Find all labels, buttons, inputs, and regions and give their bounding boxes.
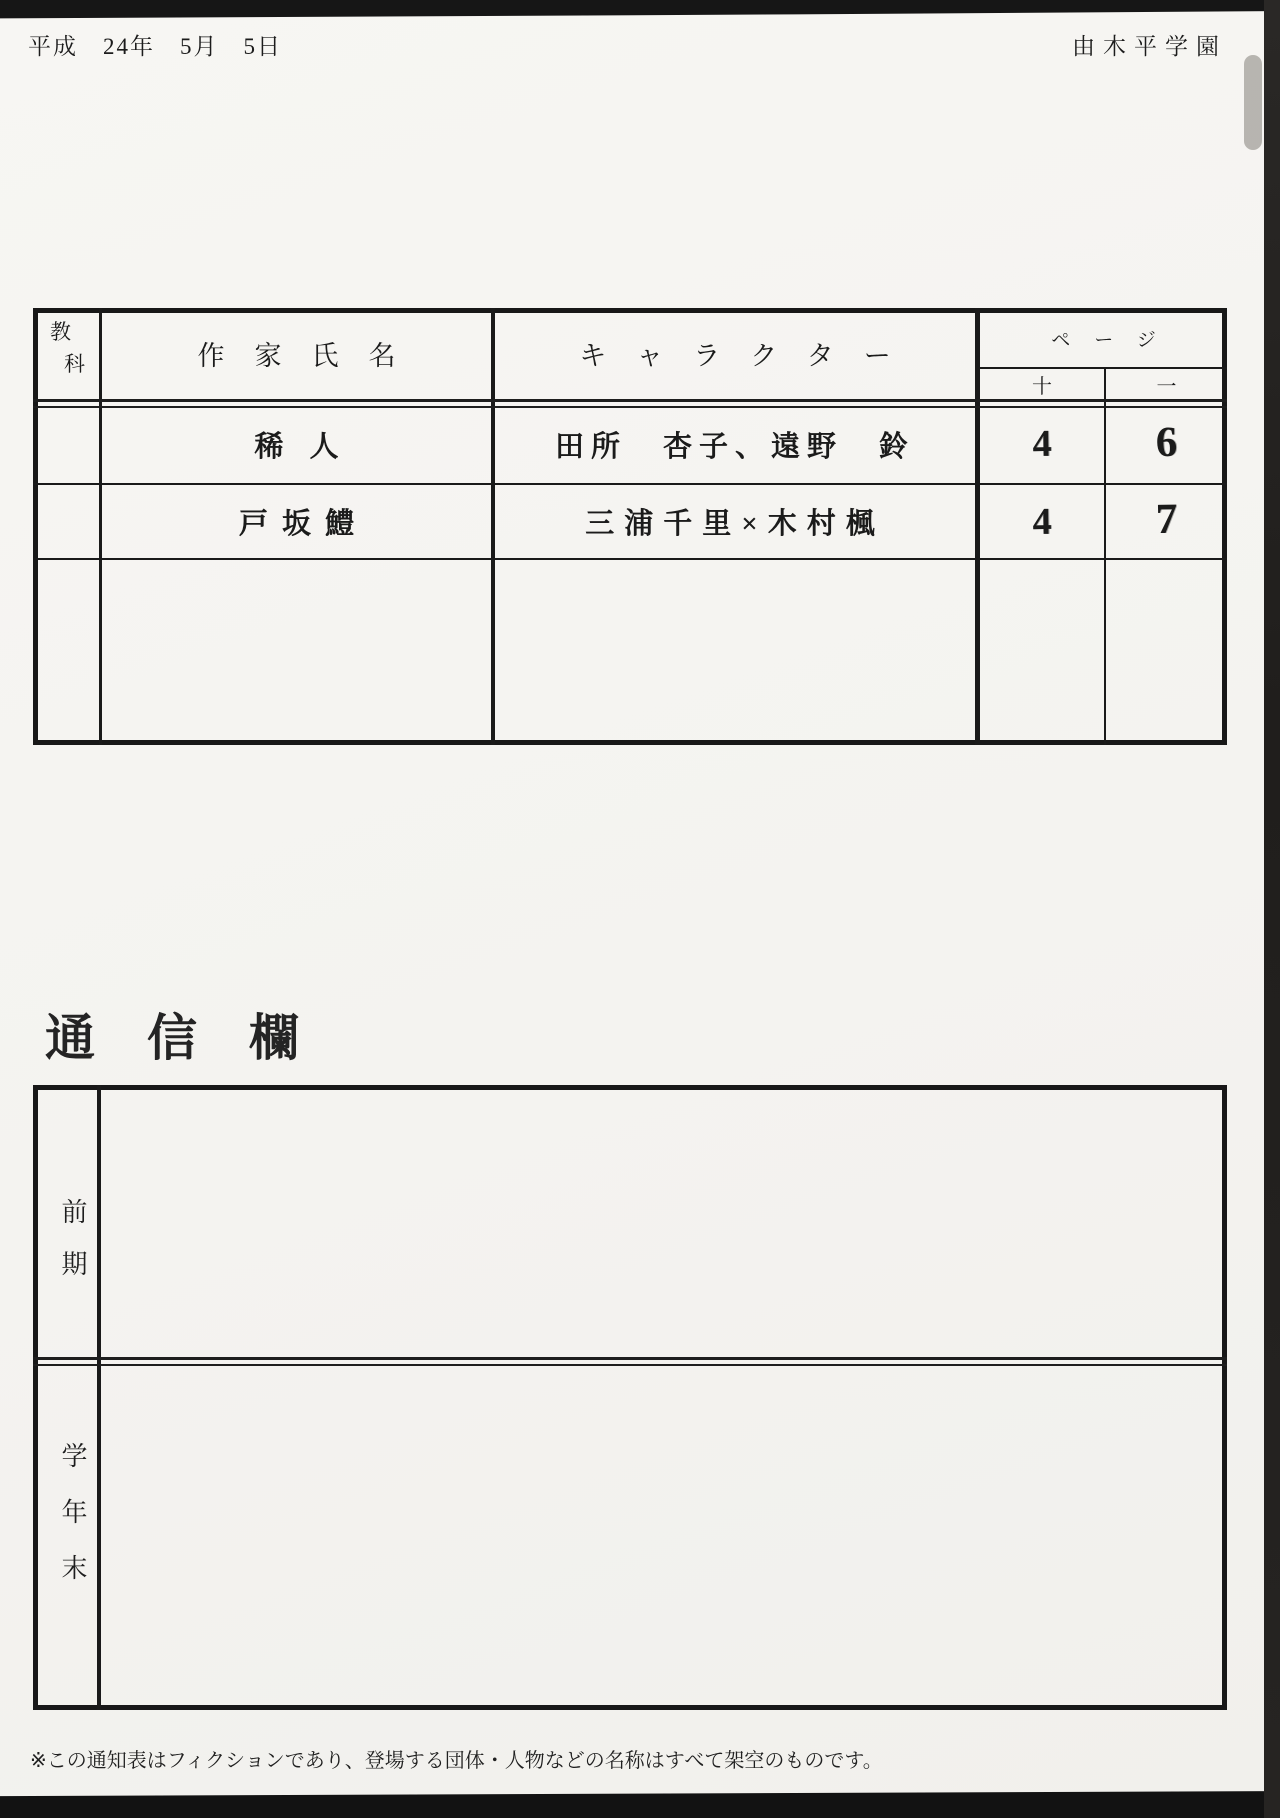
author-cell — [102, 560, 491, 743]
author-column-header: 作家氏名 — [197, 341, 426, 371]
notes-row-label-year-end: 学年末 — [58, 1442, 87, 1610]
school-name: 由木平学園 — [1072, 34, 1227, 59]
page-column-header: ページ — [1051, 330, 1180, 351]
author-cell: 戸坂鱧 — [238, 508, 368, 540]
page-ones-cell: 6 — [1155, 418, 1178, 466]
subject-header-bottom-char: 科 — [64, 352, 85, 376]
character-cell: 田所 杏子、遠野 鈴 — [554, 430, 915, 463]
page-ones-cell: 7 — [1155, 495, 1178, 544]
page-tens-header: 十 — [1032, 375, 1052, 398]
subject-header-top-char: 教 — [50, 320, 71, 344]
top-scan-bar — [0, 0, 1280, 20]
notes-label-column-divider — [97, 1085, 101, 1710]
notes-year-end-area — [102, 1367, 1222, 1707]
notes-first-term-area — [102, 1086, 1222, 1356]
bottom-scan-bar — [0, 1790, 1280, 1818]
character-cell: 三浦千里×木村楓 — [585, 508, 885, 540]
notes-section-title: 通信欄 — [45, 1010, 351, 1066]
character-cell — [495, 560, 975, 743]
page-tens-cell — [978, 559, 1105, 744]
fiction-disclaimer: ※この通知表はフィクションであり、登場する団体・人物などの名称はすべて架空のものです。 — [30, 1750, 883, 1772]
right-scan-edge — [1264, 0, 1280, 1818]
page-tens-cell: 4 — [1032, 500, 1052, 543]
page-tens-cell: 4 — [1032, 422, 1052, 466]
page-ones-cell — [1104, 559, 1228, 744]
notes-row-double-rule — [33, 1357, 1227, 1366]
page-ones-header: 一 — [1156, 375, 1177, 398]
issue-date: 平成 24年 5月 5日 — [28, 34, 282, 59]
scan-smudge — [1244, 55, 1262, 150]
author-cell: 稀人 — [254, 430, 365, 463]
character-column-header: キャラクター — [579, 341, 921, 371]
notes-row-label-first-term: 前期 — [58, 1198, 87, 1302]
